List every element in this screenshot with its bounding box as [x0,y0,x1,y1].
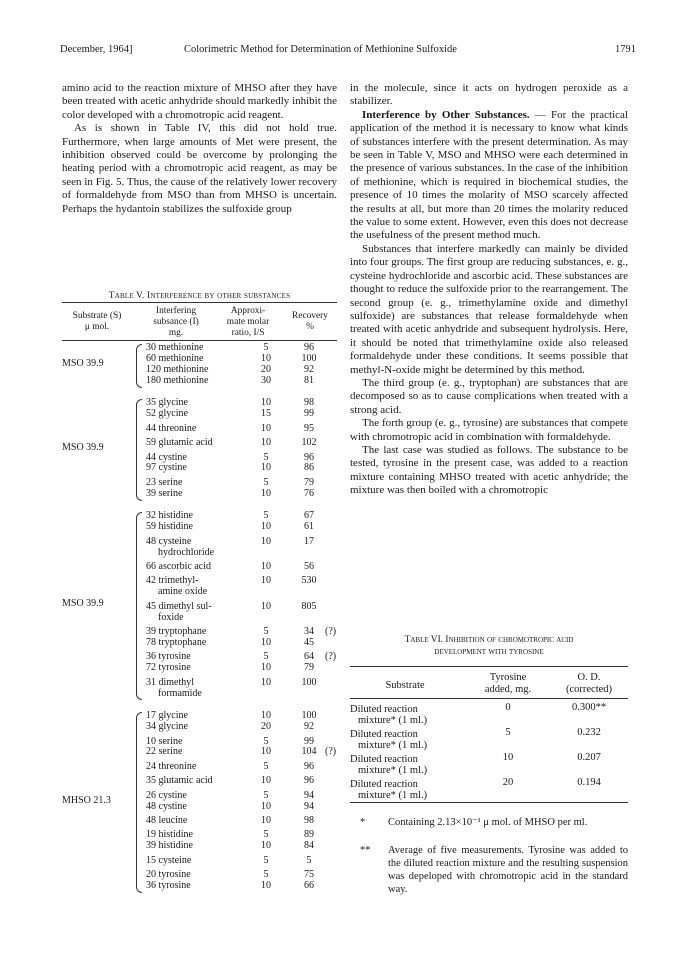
ratio-cell: 10 [261,521,271,533]
recovery-cell: 89 [304,829,314,841]
ratio-cell: 10 [261,879,271,891]
substance-cell: 44 cystine [146,451,187,463]
ratio-cell: 10 [261,397,271,409]
substance-cell: 48 cysteine [146,535,192,547]
paragraph [350,109,628,243]
ratio-cell: 5 [263,476,269,488]
recovery-cell: 100 [301,352,317,364]
substance-cell: 44 threonine [146,422,197,434]
header-text: Recovery [292,311,328,321]
recovery-cell: 86 [304,462,314,474]
table-row [62,562,337,573]
substance-cell: 66 ascorbic acid [146,561,211,572]
od-cell: 0.232 [577,727,601,738]
recovery-cell: 99 [304,408,314,420]
recovery-cell: 96 [304,342,314,353]
substance-cell: 24 threonine [146,760,197,772]
substrate-cell: Diluted reaction [350,704,418,715]
table6-top-rule [350,666,628,667]
substance-cell: 26 cystine [146,789,187,801]
header-date: December, 1964] [60,44,133,55]
ratio-cell: 10 [261,422,271,434]
substance-cell: 36 tyrosine [146,879,191,891]
recovery-cell: 66 [304,879,314,891]
substance-cell: 34 glycine [146,721,188,733]
ratio-cell: 10 [261,636,271,648]
substance-cell: 30 methionine [146,342,204,353]
header-text: (corrected) [565,683,613,695]
running-header [60,44,636,60]
ratio-cell: 30 [261,374,271,386]
substance-cell: 32 histidine [146,510,193,522]
paragraph: The last case was studied as follows. The substance to be tested, tyrosine in the present case, was added to a reaction mixture containing MHSO treated with acetic anhydride; the mixture was then boiled with a chromotropic [350,443,628,497]
substrate-group-label: MSO 39.9 [62,357,104,369]
paragraph: in the molecule, since it acts on hydrogen peroxide as a stabilizer. [350,82,628,108]
table-row [62,409,337,420]
header-text: Substrate (S) [72,311,122,321]
recovery-cell: 75 [304,869,314,880]
table5-header-ratio [218,306,278,339]
recovery-cell: 34 [304,626,314,637]
ratio-cell: 5 [263,735,269,747]
substance-cell: 48 leucine [146,814,188,826]
group-bracket [136,512,142,700]
substance-cell: formamide [158,687,202,699]
substance-cell: 35 glutamic acid [146,775,213,787]
header-title: Colorimetric Method for Determination of Methionine Sulfoxide [184,44,457,55]
ratio-cell: 10 [261,462,271,474]
recovery-cell: 96 [304,775,314,787]
substance-cell: 39 tryptophane [146,626,207,637]
ratio-cell: 20 [261,363,271,375]
table5-header-interfering [136,306,216,339]
recovery-cell: 98 [304,814,314,826]
header-text: added, mg. [484,683,532,695]
table-row [62,737,337,748]
paragraph: Substances that interfere markedly can mainly be divided into four groups. The first group are reducing substances, e. g., cysteine hydrochloride and ascorbic acid. These substances are thought to reduce the sulfoxide prior to the rearrangement. The second group (e. g., trimethylamine oxide and dimethyl sulfoxide) are substances that release formaldehyde when treated with acetic anhydride and subsequent hydrolysis. Here, it should be noted that trimethylamine oxide also released formaldehyde under these conditions. It seems possible that methyl-N-oxide might be determined by this method. [350,242,628,376]
substance-cell: 17 glycine [146,710,188,722]
table6-footnote [360,844,628,896]
group-bracket [136,712,142,893]
recovery-cell: 5 [306,854,312,866]
substance-cell: 97 cystine [146,462,187,474]
substance-cell: 59 histidine [146,521,193,533]
substrate-cell: Diluted reaction [350,729,418,740]
recovery-cell: 94 [304,789,314,801]
header-text: ratio, I/S [231,328,265,338]
table6-bottom-rule [350,802,628,803]
paragraph: The third group (e. g., tryptophan) are substances that are decomposed so as to cause complications when treated with a strong acid. [350,376,628,416]
od-cell: 0.194 [577,777,601,788]
substance-cell: 59 glutamic acid [146,437,213,449]
ratio-cell: 10 [261,437,271,449]
footnote-mark: * [360,817,366,828]
header-text: mate molar [226,317,270,327]
table-row [62,489,337,500]
ratio-cell: 5 [263,626,269,637]
table5-top-rule [62,302,337,303]
substance-cell: 20 tyrosine [146,869,191,880]
ratio-cell: 10 [261,746,271,758]
table-row [62,652,337,663]
ratio-cell: 5 [263,829,269,841]
table-row [62,424,337,435]
header-unit: μ mol. [84,322,110,332]
page-number: 1791 [615,44,636,55]
substance-cell: 22 serine [146,746,183,758]
ratio-cell: 5 [263,789,269,801]
ratio-cell: 15 [261,408,271,420]
right-column-text [350,82,628,498]
recovery-cell: 98 [304,397,314,409]
substance-cell: 15 cysteine [146,854,192,866]
tyrosine-cell: 5 [505,727,511,738]
table-row [62,870,337,881]
header-text: Interfering [155,306,197,316]
tyrosine-cell: 20 [502,777,514,788]
substance-cell: 180 methionine [146,374,209,386]
table-row [62,816,337,827]
recovery-cell: 79 [304,662,314,674]
table-row [62,376,337,387]
substance-cell: 48 cystine [146,800,187,812]
substance-cell: 39 histidine [146,840,193,852]
ratio-cell: 10 [261,600,271,612]
footnote-text: Containing 2.13×10⁻¹ μ mol. of MHSO per ml. [388,817,588,828]
substance-cell: 60 methionine [146,352,204,364]
substrate-group-label: MSO 39.9 [62,442,104,453]
recovery-cell: 104 [301,746,317,758]
table-row [62,830,337,841]
recovery-cell: 84 [304,840,314,852]
ratio-cell: 5 [263,854,269,866]
recovery-cell: 17 [304,535,314,547]
substance-cell: 45 dimethyl sul- [146,600,212,612]
table-row [62,522,337,533]
header-unit: % [306,322,314,332]
table5-caption: Table V. Interference by other substances [108,291,291,301]
group-bracket [136,399,142,500]
table6-footnote [360,816,628,829]
table-row [62,747,337,758]
table-row [62,453,337,464]
table-row [62,511,337,522]
section-heading: Interference by Other Substances. [362,108,530,121]
substrate-cell-cont: mixture* (1 ml.) [358,740,428,751]
ratio-cell: 5 [263,510,269,522]
table-row [62,689,337,700]
substance-cell: 36 tyrosine [146,651,191,663]
table-row [62,711,337,722]
ratio-cell: 10 [261,800,271,812]
ratio-cell: 5 [263,760,269,772]
ratio-cell: 5 [263,342,269,353]
table6-caption [350,634,628,658]
ratio-cell: 5 [263,451,269,463]
ratio-cell: 10 [261,561,271,572]
recovery-cell: 45 [304,636,314,648]
od-cell: 0.207 [577,752,601,763]
table-row [62,638,337,649]
recovery-cell: 94 [304,800,314,812]
substrate-cell-cont: mixture* (1 ml.) [358,765,428,776]
table-row [62,398,337,409]
ratio-cell: 10 [261,676,271,688]
caption-line: Table VI. Inhibition of chromotropic acid [404,635,574,645]
substance-cell: 31 dimethyl [146,676,195,688]
paragraph: As is shown in Table IV, this did not hold true. Furthermore, when large amounts of Met were present, the inhibition observed could be overcome by prolonging the heating period with a chromotropic acid reagent, as may be seen in Fig. 5. Thus, the cause of the relatively lower recovery of formaldehyde from MSO than from MHSO is uncertain. Perhaps the hydantoin stabilizes the sulfoxide group [62,122,337,215]
paragraph: amino acid to the reaction mixture of MHSO after they have been treated with acetic anhydride should markedly inhibit the color developed with a chromotropic acid reagent. [62,82,337,121]
table-row [62,678,337,689]
tyrosine-cell: 10 [502,752,514,763]
substrate-cell-cont: mixture* (1 ml.) [358,790,428,801]
header-text: subsance (I) [153,317,199,327]
note-cell: (?) [325,626,337,637]
table-row [62,841,337,852]
recovery-cell: 102 [301,437,317,449]
header-text: Approxi- [230,306,266,316]
recovery-cell: 530 [301,575,317,587]
substance-cell: 10 serine [146,735,183,747]
substrate-group-label: MHSO 21.3 [62,794,111,806]
recovery-cell: 76 [304,487,314,499]
substrate-cell: Diluted reaction [350,754,418,765]
ratio-cell: 10 [261,775,271,787]
substance-cell: 120 methionine [146,363,209,375]
substance-cell: hydrochloride [158,546,215,558]
substrate-group-label: MSO 39.9 [62,598,104,610]
table-row [62,856,337,867]
ratio-cell: 10 [261,662,271,674]
substance-cell: 39 serine [146,487,183,499]
paragraph-body: — For the practical application of the method it is necessary to know what kinds of substances interfere with the present determination. As may be seen in Table V, MSO and MHSO were each determined in the presence of various substances. In the case of the inhibition of methionine, which is required in biochemical studies, the presence of 10 times the molarity of MSO scarcely affected the results at all, but more than 20 times the molarity reduced the value to some extent. However, even this does not decrease the usefulness of the present method much. [350,108,628,242]
caption-line: development with tyrosine [434,647,544,657]
table5-header-recovery [282,311,338,333]
substance-cell: foxide [158,611,184,623]
table5-header-substrate [62,311,132,333]
left-column-text [62,82,337,216]
table6-header-tyrosine [468,672,548,695]
substance-cell: 35 glycine [146,397,188,409]
od-cell: 0.300** [571,702,607,713]
recovery-cell: 99 [304,735,314,747]
ratio-cell: 10 [261,352,271,364]
recovery-cell: 92 [304,721,314,733]
table-row [62,762,337,773]
header-unit: mg. [168,328,184,338]
table-row [62,463,337,474]
tyrosine-cell: 0 [505,702,511,713]
group-bracket [136,344,142,388]
header-text: Tyrosine [489,672,527,683]
recovery-cell: 96 [304,760,314,772]
footnote-mark: ** [360,845,371,856]
substance-cell: 72 tyrosine [146,662,191,674]
table-row [62,881,337,892]
header-text: O. D. [577,672,601,683]
recovery-cell: 805 [301,600,317,612]
substance-cell: 78 tryptophane [146,636,207,648]
substance-cell: 42 trimethyl- [146,575,199,587]
note-cell: (?) [325,746,337,758]
recovery-cell: 100 [301,710,317,722]
table-row [62,478,337,489]
recovery-cell: 100 [301,676,317,688]
ratio-cell: 5 [263,869,269,880]
ratio-cell: 10 [261,575,271,587]
table-row [62,776,337,787]
ratio-cell: 10 [261,710,271,722]
substance-cell: 23 serine [146,476,183,488]
recovery-cell: 96 [304,451,314,463]
ratio-cell: 10 [261,840,271,852]
table6-header-substrate: Substrate [385,680,425,691]
ratio-cell: 5 [263,651,269,663]
ratio-cell: 10 [261,487,271,499]
substrate-cell-cont: mixture* (1 ml.) [358,715,428,726]
recovery-cell: 95 [304,422,314,434]
table5-header-rule [62,340,337,341]
paragraph: The forth group (e. g., tyrosine) are substances that compete with chromotropic acid in combination with formaldehyde. [350,417,628,443]
footnote-text: Average of five measurements. Tyrosine was added to the diluted reaction mixture and the resulting suspension was depeloped with chromotropic acid in the standard way. [388,845,628,895]
ratio-cell: 20 [261,721,271,733]
ratio-cell: 10 [261,535,271,547]
substrate-cell: Diluted reaction [350,779,418,790]
recovery-cell: 92 [304,363,314,375]
table-row [62,587,337,598]
table-row [62,663,337,674]
note-cell: (?) [325,651,337,663]
ratio-cell: 10 [261,814,271,826]
recovery-cell: 81 [304,374,314,386]
table6-header-rule [350,698,628,699]
recovery-cell: 79 [304,476,314,488]
substance-cell: 52 glycine [146,408,188,420]
table-row [62,548,337,559]
table-row [62,613,337,624]
substance-cell: amine oxide [158,586,208,598]
recovery-cell: 64 [304,651,314,663]
recovery-cell: 61 [304,521,314,533]
recovery-cell: 67 [304,510,314,522]
substance-cell: 19 histidine [146,829,193,841]
recovery-cell: 56 [304,561,314,572]
table6-header-od [550,672,628,695]
table-row [62,722,337,733]
